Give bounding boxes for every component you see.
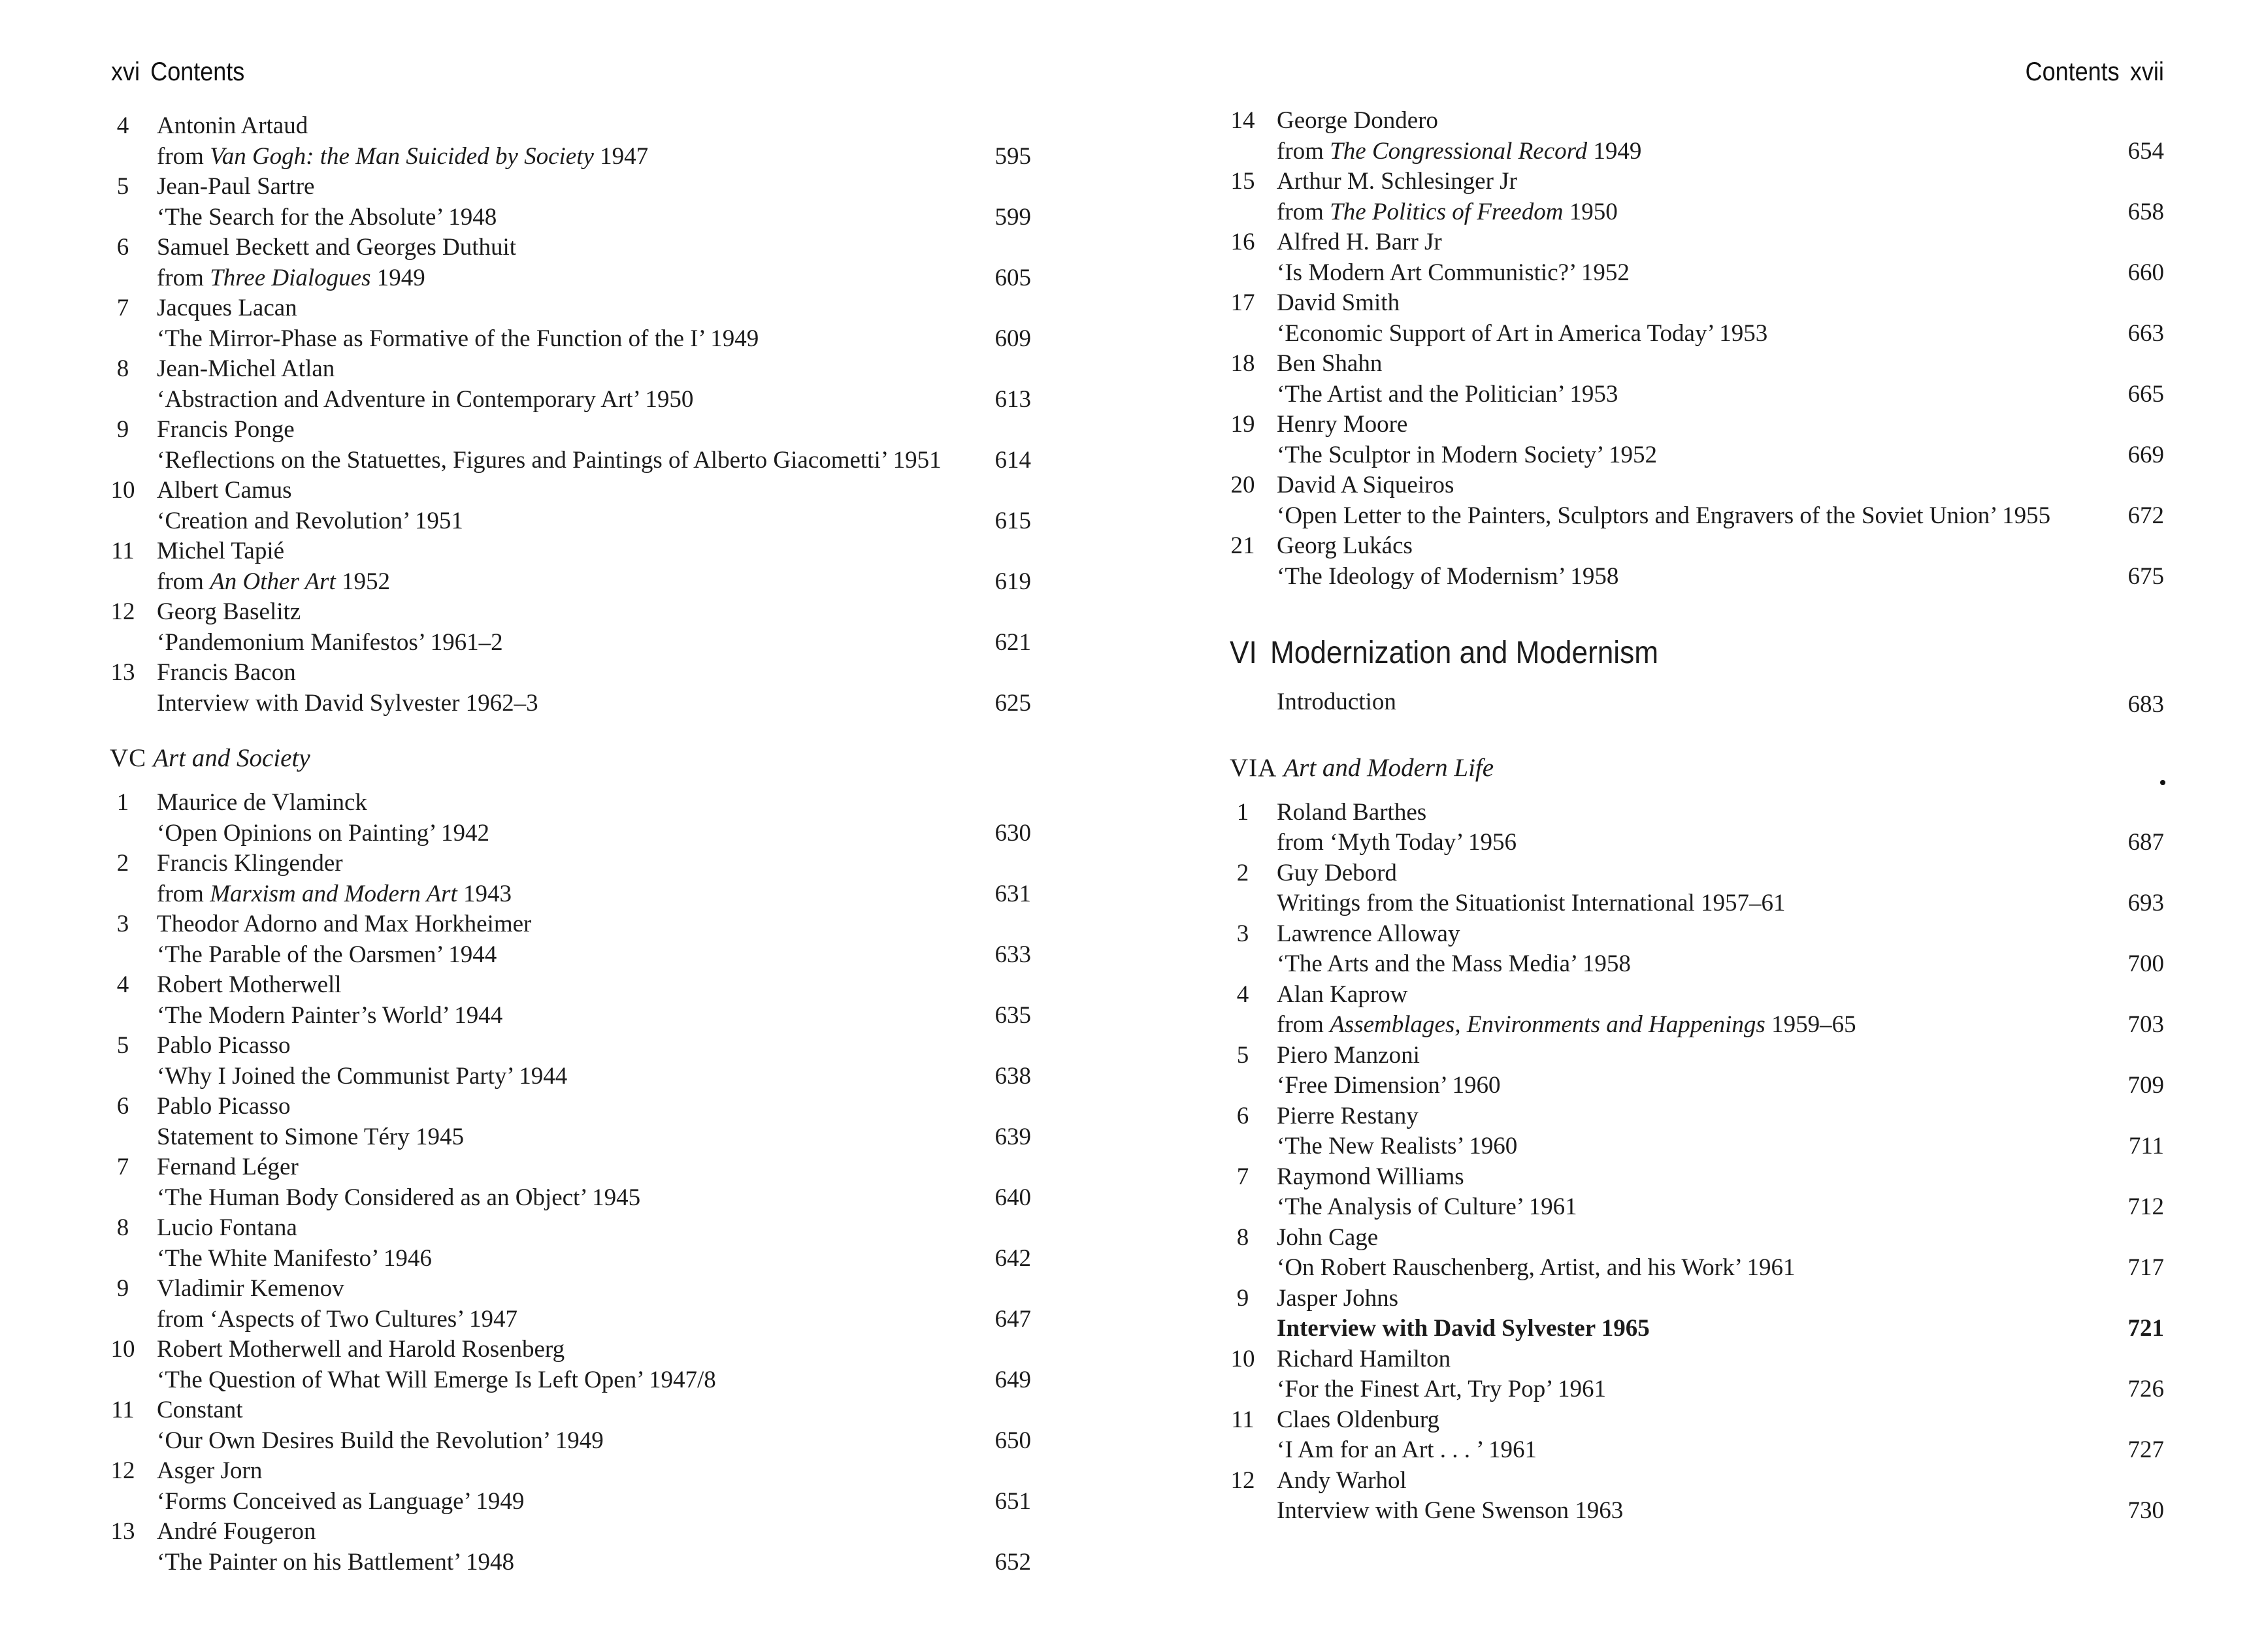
page-number: 687	[2127, 829, 2164, 856]
contents-entry	[1230, 980, 2164, 1041]
entry-title-text: ‘Our Own Desires Build the Revolution’ 1949	[157, 1427, 604, 1454]
entry-title-text: ‘The Mirror-Phase as Formative of the Function of the I’ 1949	[157, 325, 759, 352]
entry-author: Jean-Michel Atlan	[157, 355, 335, 382]
entry-title-text: ‘Economic Support of Art in America Today’ 1953	[1277, 319, 1768, 347]
entry-title-text: ‘Reflections on the Statuettes, Figures and Paintings of Alberto Giacometti’ 1951	[157, 446, 942, 474]
entry-number: 19	[1230, 411, 1255, 438]
contents-entry	[110, 1213, 1031, 1274]
entry-title-text: ‘Forms Conceived as Language’ 1949	[157, 1487, 525, 1515]
page-number: 665	[2127, 380, 2164, 408]
page-number: 595	[994, 142, 1031, 170]
contents-column-left	[110, 111, 1031, 1578]
contents-entry	[110, 293, 1031, 354]
page-number: 650	[994, 1427, 1031, 1454]
entry-title-text: 1949	[1587, 137, 1642, 165]
entry-title-text: 1943	[457, 880, 512, 907]
page-number: 709	[2127, 1072, 2164, 1099]
entry-title-text: from	[1277, 137, 1330, 165]
contents-entry	[110, 476, 1031, 536]
contents-entry	[1230, 1405, 2164, 1466]
entry-title-italic: The Politics of Freedom	[1330, 198, 1564, 225]
contents-entry	[1230, 349, 2164, 410]
entry-title-text: Interview with David Sylvester 1962–3	[157, 689, 538, 717]
contents-entry	[110, 172, 1031, 233]
page-number: 730	[2127, 1497, 2164, 1524]
entry-author: Fernand Léger	[157, 1154, 299, 1180]
page-number: 640	[994, 1184, 1031, 1211]
entry-number: 1	[116, 789, 129, 816]
contents-entry	[110, 909, 1031, 970]
entry-title-text: 1947	[593, 142, 649, 170]
entry-author: Robert Motherwell	[157, 971, 342, 998]
page-number: 621	[994, 628, 1031, 656]
running-head-right	[2026, 57, 2164, 87]
page-number: 654	[2127, 137, 2164, 165]
entry-title	[110, 1183, 1031, 1214]
entry-number: 16	[1230, 229, 1255, 255]
contents-entry	[110, 970, 1031, 1031]
entry-author: Maurice de Vlaminck	[157, 789, 367, 816]
entry-title	[1230, 828, 2164, 858]
entry-title	[1230, 1192, 2164, 1223]
entry-number: 9	[1236, 1284, 1249, 1312]
entry-list	[1230, 798, 2164, 1527]
page-number: 631	[994, 880, 1031, 907]
entry-author: Samuel Beckett and Georges Duthuit	[157, 234, 517, 261]
entry-title-text: from ‘Aspects of Two Cultures’ 1947	[157, 1305, 517, 1333]
entry-number: 10	[1230, 1345, 1255, 1372]
entry-title	[110, 567, 1031, 598]
entry-title	[1230, 562, 2164, 592]
entry-title-text: ‘Open Opinions on Painting’ 1942	[157, 819, 490, 847]
section-number: VI	[1230, 636, 1257, 670]
page-number: 727	[2127, 1436, 2164, 1463]
entry-list	[110, 788, 1031, 1578]
contents-entry	[110, 1335, 1031, 1395]
entry-title	[110, 688, 1031, 719]
entry-author: Jean-Paul Sartre	[157, 173, 315, 200]
entry-author: Francis Bacon	[157, 659, 296, 686]
entry-title	[110, 1061, 1031, 1092]
contents-entry	[1230, 227, 2164, 288]
page-number: 625	[994, 689, 1031, 717]
entry-title-text: ‘Free Dimension’ 1960	[1277, 1072, 1501, 1099]
entry-author: Claes Oldenburg	[1277, 1406, 1440, 1433]
page-number: 649	[994, 1366, 1031, 1393]
entry-title-text: 1952	[335, 568, 390, 595]
entry-title	[110, 1547, 1031, 1578]
page-number: 639	[994, 1123, 1031, 1150]
entry-title	[110, 879, 1031, 910]
entry-number: 6	[1236, 1102, 1249, 1129]
entry-title	[1230, 1253, 2164, 1284]
entry-number: 9	[116, 1275, 129, 1302]
entry-list	[110, 111, 1031, 719]
entry-title	[1230, 888, 2164, 919]
entry-number: 3	[116, 911, 129, 937]
contents-entry	[1230, 1223, 2164, 1284]
entry-title	[110, 1426, 1031, 1457]
entry-title	[110, 142, 1031, 172]
entry-title-text: 1950	[1563, 198, 1618, 225]
entry-title	[1230, 1131, 2164, 1162]
entry-title	[1230, 440, 2164, 471]
entry-title	[1230, 137, 2164, 167]
entry-author: Antonin Artaud	[157, 112, 308, 139]
ink-speck	[2160, 780, 2165, 785]
entry-author: Alfred H. Barr Jr	[1277, 229, 1442, 255]
entry-author: Robert Motherwell and Harold Rosenberg	[157, 1336, 565, 1363]
entry-title-text: ‘The White Manifesto’ 1946	[157, 1244, 432, 1272]
entry-author: Francis Ponge	[157, 416, 295, 443]
entry-number: 12	[110, 598, 135, 625]
page-number: 614	[994, 446, 1031, 474]
page-number: 647	[994, 1305, 1031, 1333]
entry-title	[1230, 1496, 2164, 1527]
entry-title-text: from	[1277, 1011, 1330, 1038]
entry-title-text: from	[157, 880, 210, 907]
entry-title-italic: Marxism and Modern Art	[210, 880, 457, 907]
entry-number: 11	[111, 1397, 135, 1423]
entry-title	[1230, 1071, 2164, 1101]
entry-title-text: ‘For the Finest Art, Try Pop’ 1961	[1277, 1376, 1607, 1402]
contents-entry	[110, 788, 1031, 849]
entry-number: 15	[1230, 168, 1255, 195]
entry-number: 7	[116, 295, 129, 321]
page-number: 675	[2127, 562, 2164, 590]
entry-number: 4	[1236, 980, 1249, 1008]
entry-title	[110, 385, 1031, 415]
entry-number: 1	[1236, 798, 1249, 826]
page-number: 638	[994, 1062, 1031, 1090]
entry-title	[110, 628, 1031, 658]
entry-title-italic: The Congressional Record	[1330, 137, 1588, 165]
contents-entry	[110, 111, 1031, 172]
entry-title-italic: Three Dialogues	[210, 264, 371, 291]
entry-number: 8	[116, 355, 129, 382]
entry-author: Theodor Adorno and Max Horkheimer	[157, 911, 532, 937]
entry-title	[110, 818, 1031, 849]
contents-entry	[110, 597, 1031, 658]
entry-number: 7	[1236, 1163, 1249, 1190]
contents-entry	[1230, 167, 2164, 227]
entry-title	[110, 1304, 1031, 1335]
entry-number: 11	[1231, 1406, 1255, 1433]
page-number: 700	[2127, 950, 2164, 977]
contents-entry	[110, 415, 1031, 476]
page-number: 693	[2127, 890, 2164, 916]
entry-author: Piero Manzoni	[1277, 1041, 1420, 1069]
entry-number: 2	[116, 850, 129, 877]
entry-title	[110, 445, 1031, 476]
entry-title	[110, 1487, 1031, 1517]
contents-column-right	[1230, 106, 2164, 1527]
entry-author: Pablo Picasso	[157, 1093, 291, 1120]
page-number: 633	[994, 941, 1031, 968]
page-number: 619	[994, 568, 1031, 595]
entry-author: John Cage	[1277, 1223, 1379, 1251]
entry-title-text: from	[157, 568, 210, 595]
entry-title	[110, 506, 1031, 537]
entry-title-text: ‘The Human Body Considered as an Object’ 1945	[157, 1184, 641, 1211]
page-number: 642	[994, 1244, 1031, 1272]
entry-title-italic: An Other Art	[210, 568, 336, 595]
subsection-title: Art and Modern Life	[1283, 753, 1494, 782]
page-number: 660	[2127, 259, 2164, 286]
contents-entry	[1230, 470, 2164, 531]
contents-entry	[110, 1517, 1031, 1578]
entry-title-text: ‘The Parable of the Oarsmen’ 1944	[157, 941, 497, 968]
entry-author: André Fougeron	[157, 1518, 316, 1545]
section-title: Modernization and Modernism	[1270, 636, 1658, 670]
entry-author: Georg Lukács	[1277, 532, 1413, 559]
entry-author: Lawrence Alloway	[1277, 920, 1460, 947]
entry-title-text: ‘I Am for an Art . . . ’ 1961	[1277, 1436, 1537, 1463]
entry-number: 8	[116, 1214, 129, 1241]
entry-title	[1230, 1010, 2164, 1041]
entry-author: Georg Baselitz	[157, 598, 301, 625]
contents-entry	[110, 1274, 1031, 1335]
entry-title-text: Writings from the Situationist International 1957–61	[1277, 890, 1786, 916]
contents-entry	[1230, 1466, 2164, 1527]
entry-author: Pierre Restany	[1277, 1102, 1419, 1129]
subsection-heading	[1230, 752, 2164, 785]
entry-title	[110, 1365, 1031, 1396]
page-number: 609	[994, 325, 1031, 352]
subsection-code: VC	[110, 744, 147, 772]
contents-entry	[1230, 798, 2164, 858]
contents-entry	[1230, 410, 2164, 470]
entry-number: 5	[116, 173, 129, 200]
entry-title-italic: Assemblages, Environments and Happenings	[1330, 1011, 1765, 1038]
contents-entry	[1230, 1101, 2164, 1162]
page-number: 635	[994, 1001, 1031, 1029]
entry-author: Ben Shahn	[1277, 350, 1383, 377]
entry-title-text: ‘Pandemonium Manifestos’ 1961–2	[157, 628, 503, 656]
entry-author: George Dondero	[1277, 107, 1438, 134]
entry-title-text: 1949	[370, 264, 425, 291]
running-head-title: Contents	[150, 57, 245, 86]
entry-title	[110, 1001, 1031, 1031]
entry-author: Pablo Picasso	[157, 1032, 291, 1059]
entry-title-text: from ‘Myth Today’ 1956	[1277, 829, 1517, 856]
entry-title	[1230, 1435, 2164, 1466]
entry-number: 10	[110, 477, 135, 504]
page-number: 703	[2127, 1011, 2164, 1038]
entry-title	[110, 202, 1031, 233]
entry-number: 4	[116, 112, 129, 139]
entry-title-text: from	[1277, 198, 1330, 225]
contents-entry	[110, 849, 1031, 909]
entry-number: 10	[110, 1336, 135, 1363]
entry-number: 21	[1230, 532, 1255, 559]
introduction-label: Introduction	[1277, 688, 1396, 715]
entry-author: Alan Kaprow	[1277, 980, 1408, 1008]
entry-author: Constant	[157, 1397, 243, 1423]
entry-author: David Smith	[1277, 289, 1400, 316]
page-number: 683	[2127, 691, 2164, 718]
entry-title-text: ‘The Ideology of Modernism’ 1958	[1277, 562, 1619, 590]
entry-title-text: Interview with Gene Swenson 1963	[1277, 1497, 1624, 1524]
entry-title-text: ‘Open Letter to the Painters, Sculptors and Engravers of the Soviet Union’ 1955	[1277, 502, 2051, 529]
entry-author: Jasper Johns	[1277, 1284, 1399, 1312]
entry-title	[1230, 258, 2164, 289]
entry-number: 2	[1236, 859, 1249, 886]
entry-title-text: Interview with David Sylvester 1965	[1277, 1315, 1650, 1342]
entry-title-text: 1959–65	[1765, 1011, 1856, 1038]
running-head-left	[111, 57, 244, 87]
entry-title-text: ‘Creation and Revolution’ 1951	[157, 507, 463, 534]
entry-author: Vladimir Kemenov	[157, 1275, 344, 1302]
left-page	[0, 0, 1124, 1652]
page-number: 663	[2127, 319, 2164, 347]
contents-entry	[1230, 531, 2164, 592]
page-number: 726	[2127, 1376, 2164, 1402]
entry-title	[1230, 949, 2164, 980]
right-page	[1124, 0, 2249, 1652]
page-number: 672	[2127, 502, 2164, 529]
entry-number: 20	[1230, 472, 1255, 498]
entry-number: 6	[116, 234, 129, 261]
contents-entry	[1230, 919, 2164, 980]
entry-title-text: ‘The New Realists’ 1960	[1277, 1133, 1518, 1159]
entry-title	[1230, 319, 2164, 349]
page-number: 712	[2127, 1193, 2164, 1220]
contents-entry	[110, 1031, 1031, 1092]
entry-author: Francis Klingender	[157, 850, 343, 877]
entry-number: 12	[1230, 1466, 1255, 1494]
contents-entry	[1230, 1344, 2164, 1405]
entry-title-text: ‘The Question of What Will Emerge Is Left Open’ 1947/8	[157, 1366, 716, 1393]
subsection-code: VIA	[1230, 753, 1277, 782]
entry-author: Jacques Lacan	[157, 295, 297, 321]
section-heading	[1230, 634, 2090, 673]
entry-title	[1230, 1314, 2164, 1344]
contents-entry	[1230, 1162, 2164, 1223]
page-number: 630	[994, 819, 1031, 847]
entry-number: 5	[1236, 1041, 1249, 1069]
page-number: 652	[994, 1548, 1031, 1576]
entry-title	[110, 1122, 1031, 1153]
entry-author: Richard Hamilton	[1277, 1345, 1451, 1372]
entry-title-text: ‘Abstraction and Adventure in Contemporary Art’ 1950	[157, 385, 694, 413]
entry-title	[110, 1244, 1031, 1274]
entry-number: 4	[116, 971, 129, 998]
entry-number: 13	[110, 1518, 135, 1545]
entry-author: Arthur M. Schlesinger Jr	[1277, 168, 1517, 195]
entry-title	[1230, 197, 2164, 228]
entry-number: 18	[1230, 350, 1255, 377]
entry-number: 12	[110, 1457, 135, 1484]
contents-entry	[1230, 288, 2164, 349]
page-number: 721	[2127, 1315, 2164, 1342]
entry-number: 8	[1236, 1223, 1249, 1251]
entry-number: 11	[111, 538, 135, 564]
contents-entry	[110, 1456, 1031, 1517]
subsection-title: Art and Society	[153, 744, 310, 772]
entry-title-text: ‘The Painter on his Battlement’ 1948	[157, 1548, 514, 1576]
contents-entry	[110, 233, 1031, 293]
contents-entry	[1230, 106, 2164, 167]
entry-title	[110, 940, 1031, 971]
entry-number: 13	[110, 659, 135, 686]
entry-number: 17	[1230, 289, 1255, 316]
entry-number: 9	[116, 416, 129, 443]
entry-title	[110, 324, 1031, 355]
entry-title-text: from	[157, 264, 210, 291]
entry-title-text: ‘The Search for the Absolute’ 1948	[157, 203, 497, 231]
entry-author: David A Siqueiros	[1277, 472, 1454, 498]
entry-title	[1230, 1374, 2164, 1405]
entry-title-text: ‘The Analysis of Culture’ 1961	[1277, 1193, 1577, 1220]
page-number: 717	[2127, 1254, 2164, 1281]
page-number: 658	[2127, 198, 2164, 225]
entry-author: Henry Moore	[1277, 411, 1408, 438]
entry-title-text: ‘The Artist and the Politician’ 1953	[1277, 380, 1618, 408]
entry-title-italic: Van Gogh: the Man Suicided by Society	[210, 142, 594, 170]
introduction-entry	[1230, 687, 2164, 718]
page-number: 711	[2128, 1133, 2164, 1159]
contents-entry	[1230, 1284, 2164, 1344]
entry-title-text: ‘Why I Joined the Communist Party’ 1944	[157, 1062, 568, 1090]
subsection-heading	[110, 742, 1031, 775]
entry-title-text: Statement to Simone Téry 1945	[157, 1123, 464, 1150]
entry-number: 7	[116, 1154, 129, 1180]
entry-number: 14	[1230, 107, 1255, 134]
entry-number: 5	[116, 1032, 129, 1059]
entry-title	[1230, 380, 2164, 410]
entry-list	[1230, 106, 2164, 592]
contents-entry	[1230, 858, 2164, 919]
page-number: 669	[2127, 441, 2164, 468]
entry-title-text: ‘The Arts and the Mass Media’ 1958	[1277, 950, 1631, 977]
entry-author: Roland Barthes	[1277, 798, 1427, 826]
entry-author: Michel Tapié	[157, 538, 285, 564]
entry-title	[1230, 501, 2164, 532]
entry-author: Albert Camus	[157, 477, 292, 504]
contents-entry	[110, 658, 1031, 719]
entry-title-text: ‘The Modern Painter’s World’ 1944	[157, 1001, 503, 1029]
contents-entry	[110, 1092, 1031, 1152]
contents-entry	[110, 354, 1031, 415]
page-number: 615	[994, 507, 1031, 534]
entry-number: 3	[1236, 920, 1249, 947]
page-number: 605	[994, 264, 1031, 291]
contents-entry	[1230, 1041, 2164, 1101]
entry-author: Asger Jorn	[157, 1457, 263, 1484]
page-folio: xvi	[111, 57, 140, 86]
page-number: 599	[994, 203, 1031, 231]
entry-title-text: ‘On Robert Rauschenberg, Artist, and his Work’ 1961	[1277, 1254, 1796, 1281]
entry-author: Andy Warhol	[1277, 1466, 1407, 1494]
entry-title	[110, 263, 1031, 294]
contents-entry	[110, 1152, 1031, 1213]
contents-entry	[110, 1395, 1031, 1456]
page-number: 613	[994, 385, 1031, 413]
entry-title-text: ‘Is Modern Art Communistic?’ 1952	[1277, 259, 1630, 286]
entry-title-text: from	[157, 142, 210, 170]
page-folio: xvii	[2129, 57, 2164, 86]
page-number: 651	[994, 1487, 1031, 1515]
contents-entry	[110, 536, 1031, 597]
entry-author: Guy Debord	[1277, 859, 1397, 886]
entry-number: 6	[116, 1093, 129, 1120]
entry-author: Lucio Fontana	[157, 1214, 297, 1241]
entry-title-text: ‘The Sculptor in Modern Society’ 1952	[1277, 441, 1657, 468]
running-head-title: Contents	[2025, 57, 2120, 86]
entry-author: Raymond Williams	[1277, 1163, 1464, 1190]
